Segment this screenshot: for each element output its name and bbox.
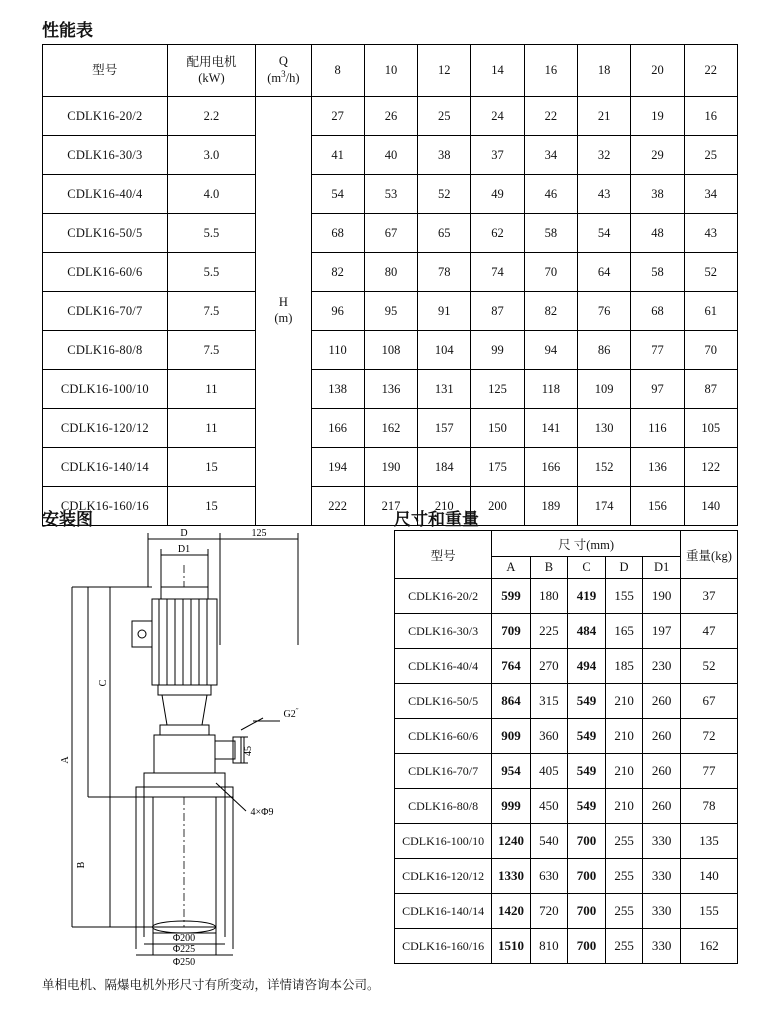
cell-head-value: 157: [418, 409, 471, 448]
cell-D: 210: [605, 719, 643, 754]
dimensions-section-title: 尺寸和重量: [394, 510, 479, 529]
cell-head-value: 43: [684, 214, 737, 253]
cell-head-value: 40: [364, 136, 417, 175]
cell-head-value: 99: [471, 331, 524, 370]
cell-model: CDLK16-20/2: [43, 97, 168, 136]
cell-head-value: 49: [471, 175, 524, 214]
label-phi225: Φ225: [172, 944, 196, 955]
performance-row: [43, 448, 738, 487]
installation-drawing: [48, 525, 378, 970]
cell-model: CDLK16-100/10: [43, 370, 168, 409]
cell-head-value: 41: [311, 136, 364, 175]
cell-head-value: 96: [311, 292, 364, 331]
header-model: 型号: [395, 531, 492, 579]
installation-note: 单相电机、隔爆电机外形尺寸有所变动，详情请咨询本公司。: [42, 978, 380, 992]
cell-A: 1240: [492, 824, 530, 859]
cell-head-value: 68: [631, 292, 684, 331]
cell-head-value: 166: [311, 409, 364, 448]
header-flow-14: 14: [471, 45, 524, 97]
cell-head-value: 25: [684, 136, 737, 175]
cell-head-value: 78: [418, 253, 471, 292]
cell-head-value: 38: [631, 175, 684, 214]
cell-head-value: 27: [311, 97, 364, 136]
cell-C: 549: [568, 754, 606, 789]
cell-head-value: 86: [578, 331, 631, 370]
cell-B: 315: [530, 684, 568, 719]
cell-head-value: 53: [364, 175, 417, 214]
cell-weight: 78: [680, 789, 737, 824]
label-A: A: [60, 756, 71, 764]
cell-D1: 330: [643, 929, 681, 964]
cell-model: CDLK16-160/16: [395, 929, 492, 964]
cell-C: 700: [568, 859, 606, 894]
cell-head-value: 34: [684, 175, 737, 214]
cell-D: 255: [605, 929, 643, 964]
cell-head-value: 136: [631, 448, 684, 487]
cell-D1: 230: [643, 649, 681, 684]
cell-power: 7.5: [167, 292, 256, 331]
cell-B: 180: [530, 579, 568, 614]
performance-row: [43, 175, 738, 214]
cell-model: CDLK16-140/14: [395, 894, 492, 929]
cell-B: 720: [530, 894, 568, 929]
cell-model: CDLK16-50/5: [43, 214, 168, 253]
cell-head-value: 87: [684, 370, 737, 409]
dimensions-row: [395, 789, 738, 824]
header-col-C: C: [568, 557, 606, 579]
cell-head-value: 94: [524, 331, 577, 370]
header-flow-16: 16: [524, 45, 577, 97]
cell-model: CDLK16-70/7: [395, 754, 492, 789]
performance-row: [43, 409, 738, 448]
cell-head-value: 166: [524, 448, 577, 487]
header-flow-22: 22: [684, 45, 737, 97]
dimensions-row: [395, 859, 738, 894]
cell-head-value: 70: [684, 331, 737, 370]
installation-section-title: 安装图: [42, 510, 93, 529]
cell-B: 540: [530, 824, 568, 859]
cell-B: 810: [530, 929, 568, 964]
cell-weight: 52: [680, 649, 737, 684]
cell-power: 5.5: [167, 253, 256, 292]
cell-power: 3.0: [167, 136, 256, 175]
cell-head-value: 141: [524, 409, 577, 448]
cell-power: 15: [167, 448, 256, 487]
cell-head-value: 34: [524, 136, 577, 175]
cell-head-value: 43: [578, 175, 631, 214]
dimensions-row: [395, 824, 738, 859]
cell-C: 484: [568, 614, 606, 649]
header-flow-12: 12: [418, 45, 471, 97]
cell-B: 270: [530, 649, 568, 684]
cell-model: CDLK16-30/3: [395, 614, 492, 649]
header-flow-10: 10: [364, 45, 417, 97]
cell-head-value: 140: [684, 487, 737, 526]
cell-B: 225: [530, 614, 568, 649]
label-C: C: [98, 679, 109, 687]
cell-head-value: 70: [524, 253, 577, 292]
header-power: 配用电机 (kW): [167, 45, 256, 97]
cell-D: 185: [605, 649, 643, 684]
dimensions-row: [395, 929, 738, 964]
label-D: D: [180, 528, 188, 539]
cell-weight: 77: [680, 754, 737, 789]
header-flow-8: 8: [311, 45, 364, 97]
cell-model: CDLK16-160/16: [43, 487, 168, 526]
performance-row: [43, 487, 738, 526]
dimensions-row: [395, 684, 738, 719]
cell-A: 864: [492, 684, 530, 719]
cell-B: 405: [530, 754, 568, 789]
cell-head-value: 109: [578, 370, 631, 409]
cell-A: 1510: [492, 929, 530, 964]
label-phi200: Φ200: [172, 933, 196, 944]
performance-row: [43, 292, 738, 331]
cell-head-value: 62: [471, 214, 524, 253]
cell-power: 2.2: [167, 97, 256, 136]
cell-head-value: 65: [418, 214, 471, 253]
label-G2: G2˝: [283, 707, 299, 720]
header-model: 型号: [43, 45, 168, 97]
performance-row: [43, 253, 738, 292]
cell-head-value: 32: [578, 136, 631, 175]
cell-C: 549: [568, 684, 606, 719]
cell-D1: 197: [643, 614, 681, 649]
dimensions-row: [395, 649, 738, 684]
cell-power: 15: [167, 487, 256, 526]
cell-head-value: 48: [631, 214, 684, 253]
cell-C: 549: [568, 719, 606, 754]
cell-model: CDLK16-80/8: [395, 789, 492, 824]
cell-D1: 190: [643, 579, 681, 614]
cell-weight: 155: [680, 894, 737, 929]
header-weight: 重量(kg): [680, 531, 737, 579]
cell-model: CDLK16-40/4: [43, 175, 168, 214]
cell-model: CDLK16-30/3: [43, 136, 168, 175]
cell-head-value: 46: [524, 175, 577, 214]
label-D1: D1: [177, 544, 191, 555]
cell-head-value: 76: [578, 292, 631, 331]
header-col-A: A: [492, 557, 530, 579]
dimensions-row: [395, 579, 738, 614]
cell-head-value: 58: [524, 214, 577, 253]
dimensions-row: [395, 614, 738, 649]
cell-head-value: 68: [311, 214, 364, 253]
cell-head-value: 82: [311, 253, 364, 292]
cell-D: 210: [605, 789, 643, 824]
cell-weight: 162: [680, 929, 737, 964]
cell-C: 700: [568, 824, 606, 859]
cell-model: CDLK16-60/6: [395, 719, 492, 754]
cell-weight: 135: [680, 824, 737, 859]
label-125: 125: [251, 528, 267, 539]
cell-head-value: 190: [364, 448, 417, 487]
header-flow-unit: Q $(m^3/h)$: [256, 45, 311, 97]
cell-head-value: 200: [471, 487, 524, 526]
cell-head-value: 77: [631, 331, 684, 370]
cell-D: 255: [605, 824, 643, 859]
cell-head-value: 122: [684, 448, 737, 487]
cell-model: CDLK16-20/2: [395, 579, 492, 614]
cell-head-value: 29: [631, 136, 684, 175]
cell-C: 700: [568, 929, 606, 964]
performance-header-row: [43, 45, 738, 97]
cell-D1: 260: [643, 719, 681, 754]
label-phi250: Φ250: [172, 957, 196, 968]
performance-row: [43, 214, 738, 253]
cell-C: 700: [568, 894, 606, 929]
cell-head-value: 125: [471, 370, 524, 409]
cell-head-value: 194: [311, 448, 364, 487]
header-size-group: 尺 寸(mm): [492, 531, 681, 557]
cell-C: 549: [568, 789, 606, 824]
dimensions-row: [395, 719, 738, 754]
cell-head-value: 52: [684, 253, 737, 292]
cell-model: CDLK16-140/14: [43, 448, 168, 487]
cell-model: CDLK16-120/12: [395, 859, 492, 894]
dimensions-header-row-1: [395, 531, 738, 557]
label-4xphi9: 4×Φ9: [250, 807, 274, 818]
label-B: B: [76, 861, 87, 869]
cell-A: 909: [492, 719, 530, 754]
cell-head-value: 38: [418, 136, 471, 175]
performance-row: [43, 331, 738, 370]
cell-head-value: 54: [578, 214, 631, 253]
cell-power: 7.5: [167, 331, 256, 370]
cell-head-value: 156: [631, 487, 684, 526]
cell-head-value: 58: [631, 253, 684, 292]
cell-head-value: 104: [418, 331, 471, 370]
cell-D: 255: [605, 894, 643, 929]
cell-weight: 72: [680, 719, 737, 754]
cell-head-value: 138: [311, 370, 364, 409]
cell-head-value: 210: [418, 487, 471, 526]
cell-head-value: 37: [471, 136, 524, 175]
cell-D: 255: [605, 859, 643, 894]
performance-table: [42, 44, 738, 526]
cell-head-value: 175: [471, 448, 524, 487]
cell-head-value: 95: [364, 292, 417, 331]
cell-head-value: 54: [311, 175, 364, 214]
header-col-D1: D1: [643, 557, 681, 579]
cell-power: 11: [167, 409, 256, 448]
cell-head-value: 217: [364, 487, 417, 526]
cell-head-value: 19: [631, 97, 684, 136]
cell-D: 210: [605, 754, 643, 789]
cell-D: 210: [605, 684, 643, 719]
cell-model: CDLK16-80/8: [43, 331, 168, 370]
performance-row: [43, 136, 738, 175]
performance-row: [43, 97, 738, 136]
cell-A: 999: [492, 789, 530, 824]
cell-weight: 67: [680, 684, 737, 719]
cell-weight: 37: [680, 579, 737, 614]
cell-head-value: 110: [311, 331, 364, 370]
cell-A: 1330: [492, 859, 530, 894]
header-flow-20: 20: [631, 45, 684, 97]
cell-head-value: 52: [418, 175, 471, 214]
cell-head-value: 162: [364, 409, 417, 448]
cell-D1: 260: [643, 789, 681, 824]
dimensions-row: [395, 894, 738, 929]
cell-head-value: 222: [311, 487, 364, 526]
cell-power: 5.5: [167, 214, 256, 253]
cell-head-value: 67: [364, 214, 417, 253]
cell-power: 4.0: [167, 175, 256, 214]
cell-head-value: 130: [578, 409, 631, 448]
header-head-unit: H (m): [256, 97, 311, 526]
cell-weight: 47: [680, 614, 737, 649]
cell-head-value: 118: [524, 370, 577, 409]
cell-head-value: 131: [418, 370, 471, 409]
cell-model: CDLK16-50/5: [395, 684, 492, 719]
cell-A: 1420: [492, 894, 530, 929]
cell-head-value: 152: [578, 448, 631, 487]
cell-D1: 330: [643, 894, 681, 929]
cell-head-value: 26: [364, 97, 417, 136]
cell-B: 450: [530, 789, 568, 824]
cell-D1: 330: [643, 824, 681, 859]
cell-head-value: 21: [578, 97, 631, 136]
cell-head-value: 25: [418, 97, 471, 136]
cell-head-value: 105: [684, 409, 737, 448]
header-col-D: D: [605, 557, 643, 579]
cell-head-value: 184: [418, 448, 471, 487]
cell-head-value: 74: [471, 253, 524, 292]
cell-head-value: 97: [631, 370, 684, 409]
cell-A: 954: [492, 754, 530, 789]
cell-head-value: 16: [684, 97, 737, 136]
cell-B: 630: [530, 859, 568, 894]
dimensions-table: [394, 530, 738, 964]
cell-head-value: 64: [578, 253, 631, 292]
cell-power: 11: [167, 370, 256, 409]
dimensions-row: [395, 754, 738, 789]
cell-head-value: 80: [364, 253, 417, 292]
cell-C: 494: [568, 649, 606, 684]
cell-head-value: 24: [471, 97, 524, 136]
cell-model: CDLK16-70/7: [43, 292, 168, 331]
cell-C: 419: [568, 579, 606, 614]
cell-head-value: 82: [524, 292, 577, 331]
cell-D1: 260: [643, 754, 681, 789]
cell-A: 709: [492, 614, 530, 649]
cell-head-value: 22: [524, 97, 577, 136]
cell-model: CDLK16-120/12: [43, 409, 168, 448]
cell-head-value: 189: [524, 487, 577, 526]
cell-D1: 330: [643, 859, 681, 894]
cell-head-value: 136: [364, 370, 417, 409]
cell-A: 764: [492, 649, 530, 684]
cell-model: CDLK16-100/10: [395, 824, 492, 859]
cell-D: 155: [605, 579, 643, 614]
cell-head-value: 108: [364, 331, 417, 370]
performance-row: [43, 370, 738, 409]
cell-model: CDLK16-60/6: [43, 253, 168, 292]
cell-head-value: 91: [418, 292, 471, 331]
cell-A: 599: [492, 579, 530, 614]
cell-head-value: 87: [471, 292, 524, 331]
label-45: 45: [243, 746, 254, 756]
cell-D1: 260: [643, 684, 681, 719]
performance-section-title: 性能表: [42, 21, 93, 40]
cell-head-value: 61: [684, 292, 737, 331]
cell-model: CDLK16-40/4: [395, 649, 492, 684]
cell-head-value: 116: [631, 409, 684, 448]
cell-D: 165: [605, 614, 643, 649]
cell-head-value: 150: [471, 409, 524, 448]
cell-head-value: 174: [578, 487, 631, 526]
header-col-B: B: [530, 557, 568, 579]
cell-B: 360: [530, 719, 568, 754]
cell-weight: 140: [680, 859, 737, 894]
header-flow-18: 18: [578, 45, 631, 97]
